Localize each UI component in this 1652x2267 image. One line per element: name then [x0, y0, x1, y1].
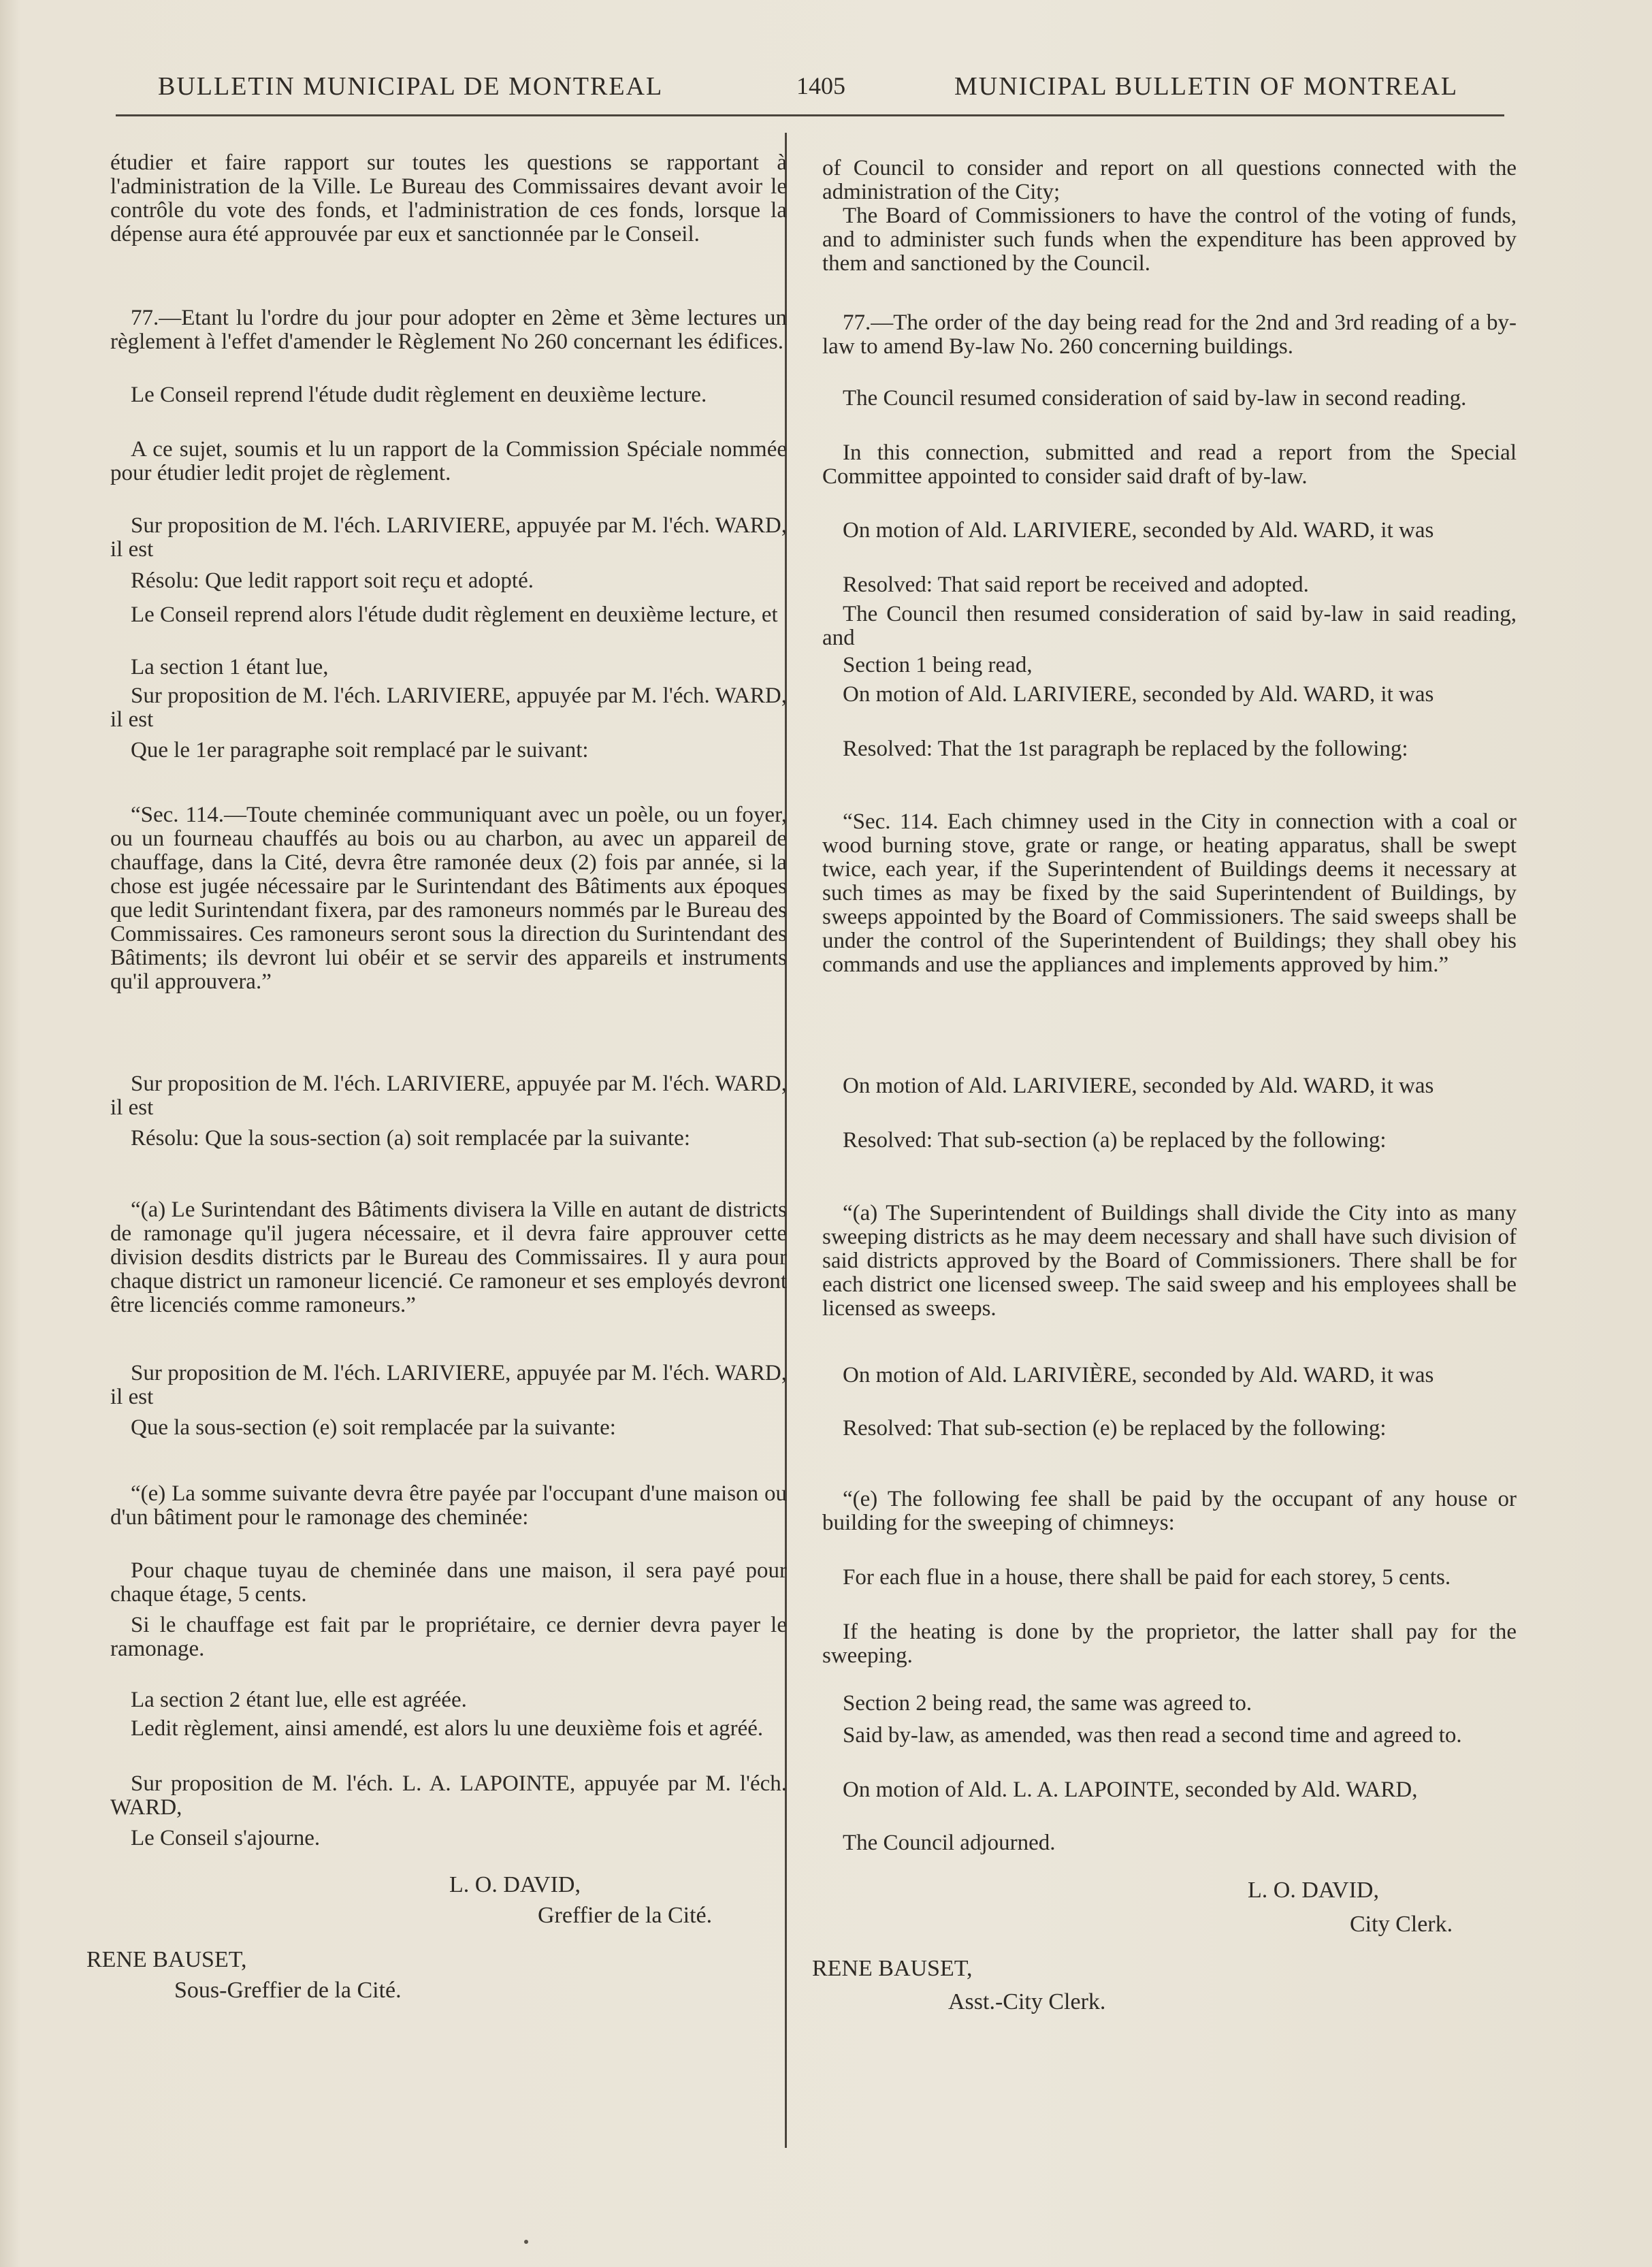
paragraph: of Council to consider and report on all questions connected with the administration of the City;	[822, 156, 1517, 204]
paragraph: The Council resumed consideration of said by-law in second reading.	[843, 386, 1467, 411]
paragraph: Sur proposition de M. l'éch. LARIVIERE, appuyée par M. l'éch. WARD, il est	[110, 1072, 787, 1120]
signature-title: Sous-Greffier de la Cité.	[174, 1978, 402, 2003]
paragraph: For each flue in a house, there shall be paid for each storey, 5 cents.	[843, 1565, 1451, 1590]
paragraph: Sur proposition de M. l'éch. L. A. LAPOINTE, appuyée par M. l'éch. WARD,	[110, 1771, 787, 1820]
paragraph: Que la sous-section (e) soit remplacée par la suivante:	[131, 1415, 616, 1440]
paragraph: The Council then resumed consideration of said by-law in said reading, and	[822, 602, 1517, 650]
signature-name: L. O. DAVID,	[1248, 1878, 1379, 1903]
paragraph: La section 1 étant lue,	[131, 655, 329, 679]
paragraph: Sur proposition de M. l'éch. LARIVIERE, appuyée par M. l'éch. WARD, il est	[110, 1361, 787, 1409]
paragraph: Sur proposition de M. l'éch. LARIVIERE, appuyée par M. l'éch. WARD, il est	[110, 684, 787, 732]
paragraph: Le Conseil reprend alors l'étude dudit règlement en deuxième lecture, et	[131, 602, 778, 627]
paragraph: Si le chauffage est fait par le propriétaire, ce dernier devra payer le ramonage.	[110, 1613, 787, 1661]
paragraph: Pour chaque tuyau de cheminée dans une maison, il sera payé pour chaque étage, 5 cents.	[110, 1558, 787, 1607]
paragraph: Resolved: That the 1st paragraph be replaced by the following:	[843, 737, 1408, 761]
paragraph: In this connection, submitted and read a report from the Special Committee appointed to consider said draft of by-law.	[822, 440, 1517, 489]
paragraph: Résolu: Que ledit rapport soit reçu et adopté.	[131, 568, 534, 593]
paragraph: Section 1 being read,	[843, 653, 1033, 677]
paragraph: “Sec. 114. Each chimney used in the City in connection with a coal or wood burning stove, grate or range, or heating apparatus, shall be swept twice, each year, if the Superintendent of Buildings deems it necessary at such times as may be fixed by the said Superintendent of Buildings, by sweeps appointed by the Board of Commissioners. The said sweeps shall be under the control of the Superintendent of Buildings; they shall obey his commands and use the appliances and implements approved by him.”	[822, 809, 1517, 977]
paragraph: 77.—Etant lu l'ordre du jour pour adopter en 2ème et 3ème lectures un règlement à l'effet d'amender le Règlement No 260 concernant les édifices.	[110, 306, 787, 354]
paragraph: Resolved: That sub-section (e) be replaced by the following:	[843, 1416, 1387, 1441]
signature-title: Greffier de la Cité.	[538, 1903, 713, 1928]
signature-name: RENE BAUSET,	[812, 1956, 973, 1981]
paragraph: Résolu: Que la sous-section (a) soit remplacée par la suivante:	[131, 1126, 690, 1151]
signature-name: RENE BAUSET,	[86, 1947, 247, 1972]
paragraph: Said by-law, as amended, was then read a second time and agreed to.	[843, 1723, 1462, 1748]
paragraph: On motion of Ald. LARIVIERE, seconded by Ald. WARD, it was	[843, 1074, 1434, 1098]
paragraph: La section 2 étant lue, elle est agréée.	[131, 1688, 467, 1712]
page-speck	[524, 2240, 528, 2244]
paragraph: A ce sujet, soumis et lu un rapport de la Commission Spéciale nommée pour étudier ledit projet de règlement.	[110, 437, 787, 485]
signature-title: City Clerk.	[1350, 1912, 1453, 1937]
paragraph: On motion of Ald. LARIVIERE, seconded by Ald. WARD, it was	[843, 682, 1434, 707]
header-rule	[116, 114, 1504, 116]
header-title-english: MUNICIPAL BULLETIN OF MONTREAL	[954, 72, 1459, 101]
paragraph: 77.—The order of the day being read for the 2nd and 3rd reading of a by-law to amend By-law No. 260 concerning buildings.	[822, 310, 1517, 359]
paragraph: Resolved: That sub-section (a) be replaced by the following:	[843, 1128, 1387, 1153]
paragraph: On motion of Ald. L. A. LAPOINTE, seconded by Ald. WARD,	[843, 1778, 1418, 1802]
paragraph: Resolved: That said report be received and adopted.	[843, 573, 1309, 597]
paragraph: “(a) The Superintendent of Buildings shall divide the City into as many sweeping districts as he may deem necessary and shall have such division of said districts approved by the Board of Commissioners. There shall be for each district one licensed sweep. The said sweep and his employees shall be licensed as sweeps.	[822, 1201, 1517, 1321]
paragraph: Le Conseil s'ajourne.	[131, 1826, 321, 1850]
paragraph: étudier et faire rapport sur toutes les questions se rapportant à l'administration de la Ville. Le Bureau des Commissaires devant avoir le contrôle du vote des fonds, et l'administration de ces fonds, lorsque la dépense aura été approuvée par eux et sanctionnée par le Conseil.	[110, 150, 787, 246]
signature-name: L. O. DAVID,	[449, 1872, 581, 1897]
paragraph: Section 2 being read, the same was agreed to.	[843, 1691, 1252, 1716]
signature-title: Asst.-City Clerk.	[948, 1989, 1106, 2014]
paragraph: “(e) La somme suivante devra être payée par l'occupant d'une maison ou d'un bâtiment pour le ramonage des cheminée:	[110, 1481, 787, 1530]
paragraph: “(a) Le Surintendant des Bâtiments divisera la Ville en autant de districts de ramonage qu'il jugera nécessaire, et il devra faire approuver cette division desdits districts par le Bureau des Commissaires. Il y aura pour chaque district un ramoneur licencié. Ce ramoneur et ses employés devront être licenciés comme ramoneurs.”	[110, 1197, 787, 1317]
paragraph: Ledit règlement, ainsi amendé, est alors lu une deuxième fois et agréé.	[131, 1716, 764, 1741]
paragraph: On motion of Ald. LARIVIERE, seconded by Ald. WARD, it was	[843, 518, 1434, 543]
paragraph: Le Conseil reprend l'étude dudit règlement en deuxième lecture.	[131, 383, 707, 407]
paragraph: The Board of Commissioners to have the control of the voting of funds, and to administer such funds when the expenditure has been approved by them and sanctioned by the Council.	[822, 204, 1517, 276]
paragraph: Que le 1er paragraphe soit remplacé par le suivant:	[131, 738, 589, 762]
page-header	[0, 71, 1652, 119]
paragraph: The Council adjourned.	[843, 1831, 1056, 1855]
paragraph: “(e) The following fee shall be paid by the occupant of any house or building for the sweeping of chimneys:	[822, 1487, 1517, 1535]
page-number: 1405	[796, 72, 845, 99]
paragraph: On motion of Ald. LARIVIÈRE, seconded by Ald. WARD, it was	[843, 1363, 1434, 1387]
header-title-french: BULLETIN MUNICIPAL DE MONTREAL	[158, 72, 664, 101]
paragraph: If the heating is done by the proprietor, the latter shall pay for the sweeping.	[822, 1620, 1517, 1668]
paragraph: “Sec. 114.—Toute cheminée communiquant avec un poèle, ou un foyer, ou un fourneau chauffés au bois ou au charbon, au avec un appareil de chauffage, dans la Cité, devra être ramonée deux (2) fois par année, si la chose est jugée nécessaire par le Surintendant des Bâtiments aux époques que ledit Surintendant fixera, par des ramoneurs nommés par le Bureau des Commissaires. Ces ramoneurs seront sous la direction du Surintendant des Bâtiments; ils devront lui obéir et se servir des appareils et instruments qu'il approuvera.”	[110, 803, 787, 994]
paragraph: Sur proposition de M. l'éch. LARIVIERE, appuyée par M. l'éch. WARD, il est	[110, 513, 787, 562]
